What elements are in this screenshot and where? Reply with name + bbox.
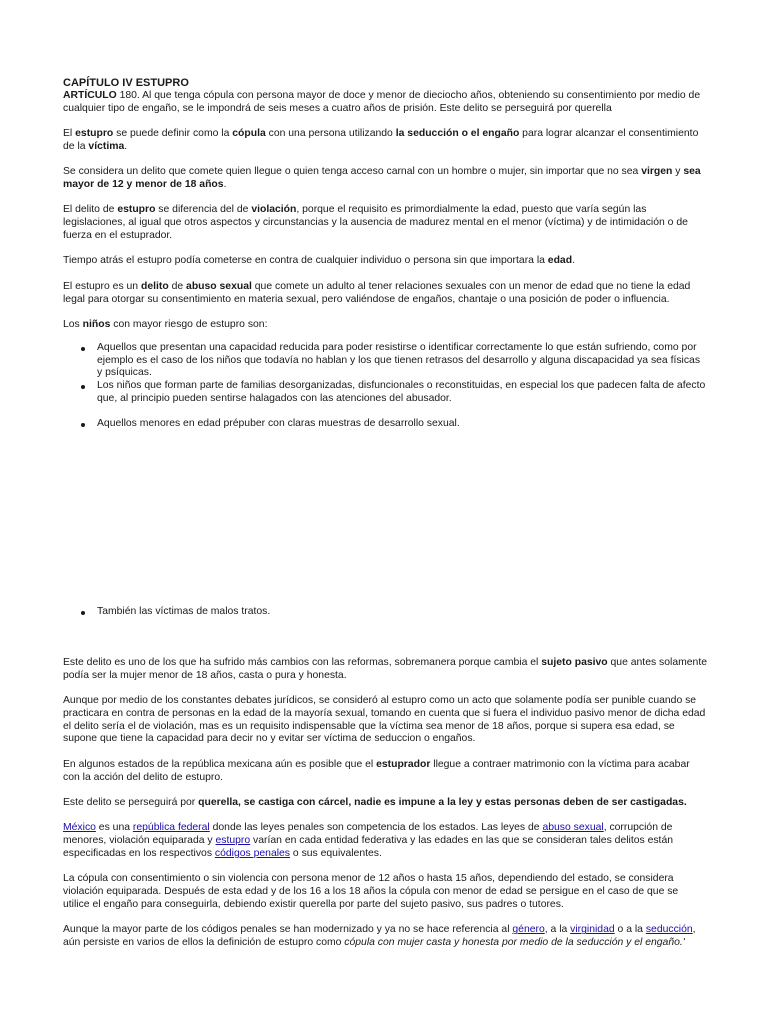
text: o sus equivalentes. — [290, 848, 382, 860]
text: de — [168, 280, 187, 292]
link-republica-federal[interactable]: república federal — [132, 822, 210, 834]
risk-list-continued — [63, 606, 707, 619]
list-item-text: También las víctimas de malos tratos. — [97, 606, 271, 618]
italic-quote: cópula con mujer casta y honesta por medio de la seducción y el engaño.' — [344, 937, 685, 949]
bold-term: sea mayor de 12 y menor de 18 años — [63, 166, 701, 190]
blank-space — [63, 431, 707, 606]
text: donde las leyes penales son competencia de los estados. Las leyes de — [209, 822, 543, 834]
bold-term: estupro — [75, 127, 114, 139]
text: se diferencia del de — [155, 204, 252, 216]
bold-term: virgen — [641, 166, 673, 178]
bullet-icon — [81, 385, 85, 389]
text: . — [223, 178, 227, 190]
link-seduccion[interactable]: seducción — [645, 924, 693, 936]
text: En algunos estados de la república mexicana aún es posible que el — [63, 758, 377, 770]
text: llegue a contraer matrimonio con la víctima para acabar con la acción del delito de estupro. — [63, 758, 690, 783]
list-item — [97, 380, 707, 406]
text: , aún persiste en varios de ellos la definición de estupro como — [63, 924, 696, 949]
paragraph-past — [63, 255, 707, 268]
text: . — [124, 140, 128, 152]
document-body — [63, 77, 707, 963]
paragraph-codes — [63, 924, 707, 950]
bold-term: estuprador — [376, 758, 431, 770]
text: o a la — [614, 924, 646, 936]
text: . — [572, 255, 575, 267]
article-label: ARTÍCULO — [63, 89, 117, 101]
paragraph-reforms — [63, 657, 707, 683]
paragraph-definition — [63, 128, 707, 154]
bold-term: edad — [547, 255, 573, 267]
article-text: 180. Al que tenga cópula con persona mayor de doce y menor de dieciocho años, obteniendo su consentimiento por medio de cualquier tipo de engaño, se le impondrá de seis meses a cuatro años de prisión. Este delito se perseguirá por querella — [63, 89, 701, 114]
link-virginidad[interactable]: virginidad — [570, 924, 615, 936]
text: Los — [63, 318, 83, 330]
blank-space — [63, 619, 707, 657]
text: Tiempo atrás el estupro podía cometerse en contra de cualquier individuo o persona sin que importara la — [63, 255, 548, 267]
list-item — [97, 418, 707, 431]
bold-term: cópula — [232, 127, 266, 139]
text: con mayor riesgo de estupro son: — [110, 318, 268, 330]
text: El delito de — [63, 204, 118, 216]
risk-list — [63, 342, 707, 431]
bullet-icon — [81, 347, 85, 351]
text: se puede definir como la — [113, 127, 233, 139]
list-item-text: Aquellos menores en edad prépuber con claras muestras de desarrollo sexual. — [97, 418, 460, 430]
text: para lograr alcanzar el consentimiento de la — [63, 127, 699, 152]
list-item-text: Los niños que forman parte de familias desorganizadas, disfuncionales o reconstituidas, en especial los que padecen falta de afecto que, al principio pueden sentirse halagados con las atenciones del abusador. — [97, 380, 706, 404]
paragraph-mexico — [63, 822, 707, 860]
bold-term: abuso sexual — [186, 280, 252, 292]
bullet-icon — [81, 423, 85, 427]
link-abuso-sexual[interactable]: abuso sexual — [542, 822, 604, 834]
article-180 — [63, 90, 707, 116]
text: que antes solamente podía ser la mujer menor de 18 años, casta o pura y honesta. — [63, 656, 707, 681]
paragraph-debates: Aunque por medio de los constantes debates jurídicos, se consideró al estupro como un acto que solamente podía ser punible cuando se practicara en contra de personas en la edad de la mayoría sexual, tomando en cuenta que si fuera el individuo pasivo menor de dicha edad el delito sería el de violación, mas es un requisito indispensable que la víctima sea menor de 18 años, porque si supera esa edad, se supone que tiene la capacidad para decir no y evitar ser víctima de seduccion o engaños. — [63, 695, 706, 745]
bold-term: violación — [251, 204, 297, 216]
list-item — [97, 606, 707, 619]
chapter-heading: CAPÍTULO IV ESTUPRO — [63, 77, 189, 89]
text: y — [672, 166, 684, 178]
text: El estupro es un — [63, 280, 141, 292]
text: , corrupción de menores, violación equiparada y — [63, 822, 673, 847]
bold-term: niños — [82, 318, 111, 330]
text: Se considera un delito que comete quien llegue o quien tenga acceso carnal con un hombre o mujer, sin importar que no sea — [63, 166, 642, 178]
paragraph-querella — [63, 797, 707, 810]
link-genero[interactable]: género — [512, 924, 545, 936]
paragraph-considered — [63, 166, 707, 192]
text: que comete un adulto al tener relaciones sexuales con un menor de edad que no tiene la edad legal para otorgar su consentimiento en materia sexual, pero valiéndose de engaños, chantaje o una posición de poder o influencia. — [63, 280, 691, 305]
text: es una — [95, 822, 133, 834]
text: varían en cada entidad federativa y las edades en las que se consideran tales delitos están especificadas en los respectivos — [63, 835, 674, 860]
bold-term: sujeto pasivo — [541, 656, 608, 668]
bold-term: querella, se castiga con cárcel, nadie es impune a la ley y estas personas deben de ser castigadas. — [198, 797, 687, 809]
paragraph-abuse — [63, 281, 707, 307]
text: Aunque la mayor parte de los códigos penales se han modernizado y ya no se hace referencia al — [63, 924, 513, 936]
text: , porque el requisito es primordialmente la edad, puesto que varía según las legislaciones, al igual que otros aspectos y circunstancias y la ausencia de madurez mental en el menor (víctima) y de intimidación o de fuerza en el estuprador. — [63, 204, 688, 241]
paragraph-states — [63, 759, 707, 785]
link-codigos-penales[interactable]: códigos penales — [214, 848, 291, 860]
paragraph-difference — [63, 204, 707, 242]
link-estupro[interactable]: estupro — [215, 835, 251, 847]
bullet-icon — [81, 611, 85, 615]
paragraph-children-risk — [63, 319, 707, 332]
link-mexico[interactable]: México — [63, 822, 96, 834]
paragraph-consent: La cópula con consentimiento o sin violencia con persona menor de 12 años o hasta 15 años, dependiendo del estado, se considera violación equiparada. Después de esta edad y de los 16 a los 18 años la cópula con menor de edad se persigue en el caso de que se utilice el engaño para conseguirla, debiendo existir querella por parte del sujeto pasivo, sus padres o tutores. — [63, 873, 679, 911]
bold-term: la seducción o el engaño — [395, 127, 520, 139]
bold-term: víctima — [88, 140, 125, 152]
bold-term: delito — [140, 280, 169, 292]
bold-term: estupro — [117, 204, 156, 216]
text: El — [63, 127, 76, 139]
list-item-text: Aquellos que presentan una capacidad reducida para poder resistirse o identificar correctamente lo que están sufriendo, como por ejemplo es el caso de los niños que todavía no hablan y los que tienen retrasos del desarrollo y alguna discapacidad ya sea físicas y psíquicas. — [97, 341, 701, 379]
list-item — [97, 342, 707, 380]
text: Este delito es uno de los que ha sufrido más cambios con las reformas, sobremanera porque cambia el — [63, 656, 542, 668]
text: Este delito se perseguirá por — [63, 797, 199, 809]
text: con una persona utilizando — [265, 127, 396, 139]
text: , a la — [544, 924, 571, 936]
